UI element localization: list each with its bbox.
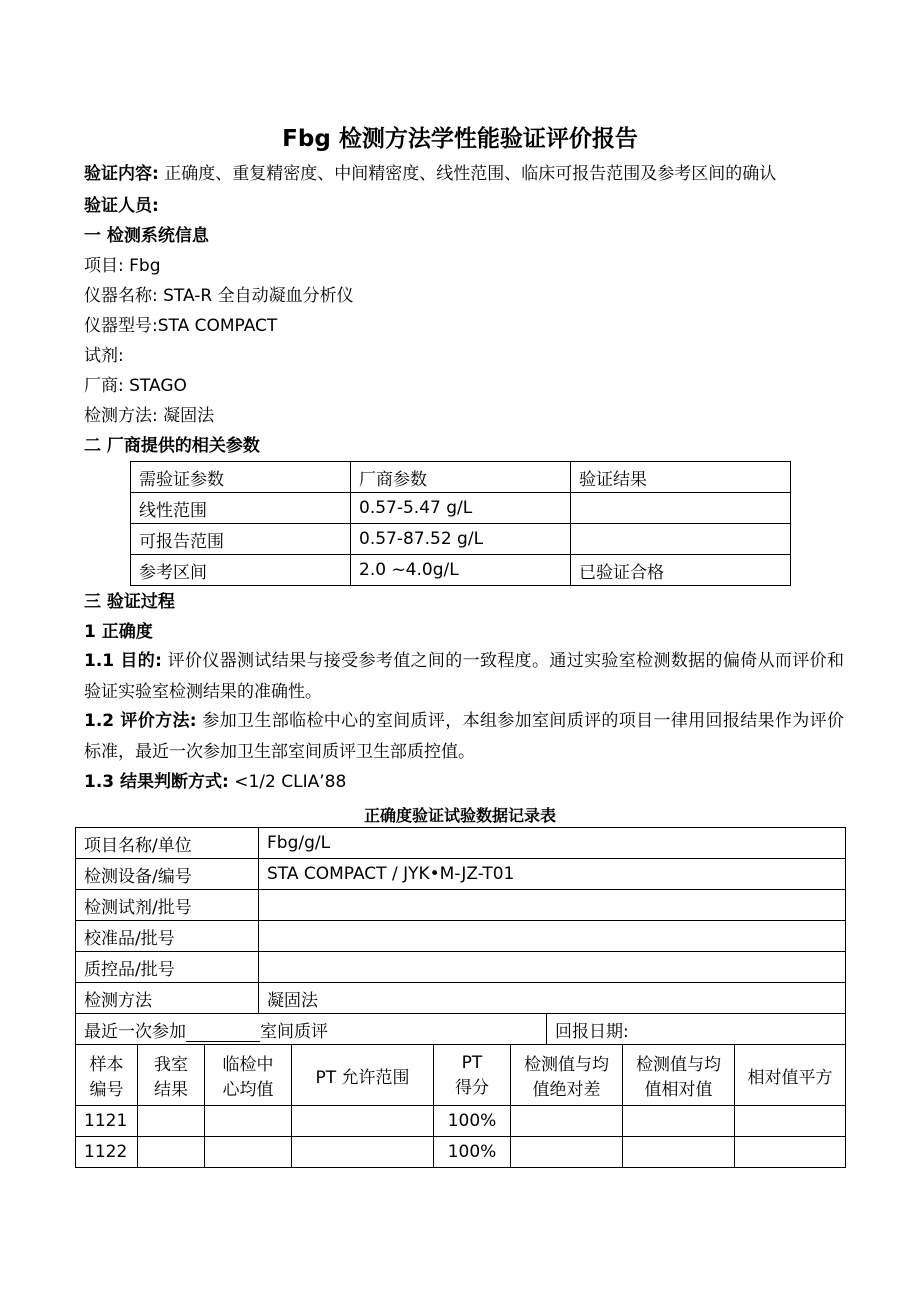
header-line: 结果	[154, 1080, 188, 1100]
sub1-heading: 1 正确度	[84, 622, 153, 642]
table-row	[131, 493, 791, 524]
table-header-cell	[434, 1045, 511, 1106]
paragraph-label: 1.2 评价方法:	[84, 711, 197, 731]
paragraph-1-1	[84, 646, 844, 708]
table-cell: 参考区间	[131, 555, 351, 586]
system-info-item: 厂商: STAGO	[84, 376, 187, 396]
table-cell	[623, 1137, 735, 1168]
params-table	[130, 461, 791, 586]
table-cell	[571, 493, 791, 524]
paragraph-label: 1.1 目的:	[84, 651, 162, 671]
table-cell: 可报告范围	[131, 524, 351, 555]
table-cell: 100%	[434, 1106, 511, 1137]
table-header-cell	[511, 1045, 623, 1106]
header-line: 心均值	[222, 1080, 274, 1100]
table-header-row	[131, 462, 791, 493]
table-header-cell	[292, 1045, 434, 1106]
paragraph-label: 1.3 结果判断方式:	[84, 772, 229, 792]
info-label-cell: 项目名称/单位	[76, 828, 259, 859]
table-cell: 线性范围	[131, 493, 351, 524]
header-line: 检测值与均	[524, 1055, 609, 1075]
table-header-cell	[205, 1045, 292, 1106]
info-label-cell: 质控品/批号	[76, 952, 259, 983]
info-value-cell	[259, 921, 846, 952]
table-cell	[511, 1137, 623, 1168]
table-cell	[735, 1106, 846, 1137]
section1-heading: 一 检测系统信息	[84, 226, 209, 246]
system-info-item: 试剂:	[84, 346, 124, 366]
record-table	[75, 827, 846, 1168]
info-label-cell: 检测设备/编号	[76, 859, 259, 890]
table-cell	[138, 1106, 205, 1137]
system-info-item: 项目: Fbg	[84, 256, 161, 276]
table-cell: 0.57-5.47 g/L	[351, 493, 571, 524]
info-label-cell: 检测方法	[76, 983, 259, 1014]
system-info-item: 检测方法: 凝固法	[84, 406, 215, 426]
table-row	[76, 1106, 846, 1137]
table-cell	[205, 1106, 292, 1137]
fill-in-blank	[186, 1023, 260, 1042]
table-row	[131, 555, 791, 586]
info-label-cell: 校准品/批号	[76, 921, 259, 952]
table-cell: 0.57-87.52 g/L	[351, 524, 571, 555]
table-row	[76, 859, 846, 890]
header-line: PT	[461, 1052, 483, 1073]
table-header-cell	[138, 1045, 205, 1106]
table-cell: 2.0 ~4.0g/L	[351, 555, 571, 586]
verify-content-label: 验证内容:	[84, 164, 159, 184]
verify-content-line	[84, 163, 776, 185]
table-cell	[511, 1106, 623, 1137]
system-info-item: 仪器型号:STA COMPACT	[84, 316, 278, 336]
header-line: 样本	[89, 1055, 124, 1075]
recent-eqa-cell	[76, 1014, 547, 1045]
table-cell	[623, 1106, 735, 1137]
table-cell	[138, 1137, 205, 1168]
paragraph-text: 参加卫生部临检中心的室间质评，本组参加室间质评的项目一律用回报结果作为评价标准，最近一次参加卫生部室间质评卫生部质控值。	[84, 711, 844, 762]
table-row	[76, 828, 846, 859]
header-line: 检测值与均	[636, 1055, 721, 1075]
table-cell: 100%	[434, 1137, 511, 1168]
recent-prefix: 最近一次参加	[84, 1021, 186, 1042]
table-header-cell	[735, 1045, 846, 1106]
table-row	[131, 524, 791, 555]
table-row	[76, 1014, 846, 1045]
table-row	[76, 890, 846, 921]
table-cell	[735, 1137, 846, 1168]
section3-heading: 三 验证过程	[84, 592, 175, 612]
table-cell	[292, 1106, 434, 1137]
info-value-cell: 凝固法	[259, 983, 846, 1014]
info-value-cell: STA COMPACT / JYK•M-JZ-T01	[259, 859, 846, 890]
table-cell: 1122	[76, 1137, 138, 1168]
table-header-cell: 需验证参数	[131, 462, 351, 493]
table-row	[76, 952, 846, 983]
table-row	[76, 1137, 846, 1168]
verify-content-value: 正确度、重复精密度、中间精密度、线性范围、临床可报告范围及参考区间的确认	[158, 164, 777, 184]
paragraph-1-3	[84, 771, 346, 793]
table-cell	[292, 1137, 434, 1168]
table-cell	[205, 1137, 292, 1168]
header-line: 值绝对差	[532, 1080, 601, 1100]
table-row	[76, 921, 846, 952]
header-line: 得分	[455, 1077, 489, 1098]
table-header-cell	[623, 1045, 735, 1106]
table-header-cell	[76, 1045, 138, 1106]
table-cell	[571, 524, 791, 555]
header-line: 我室	[154, 1055, 188, 1075]
info-value-cell: Fbg/g/L	[259, 828, 846, 859]
header-line: 值相对值	[644, 1080, 713, 1100]
header-line: 相对值平方	[747, 1067, 833, 1088]
section2-heading: 二 厂商提供的相关参数	[84, 436, 260, 456]
table-header-cell: 验证结果	[571, 462, 791, 493]
paragraph-text: 评价仪器测试结果与接受参考值之间的一致程度。通过实验室检测数据的偏倚从而评价和验证实验室检测结果的准确性。	[84, 651, 844, 702]
paragraph-text: <1/2 CLIA’88	[228, 772, 347, 792]
info-value-cell	[259, 952, 846, 983]
header-line: 编号	[89, 1080, 124, 1100]
record-table-caption: 正确度验证试验数据记录表	[363, 806, 556, 825]
table-header-cell: 厂商参数	[351, 462, 571, 493]
system-info-item: 仪器名称: STA-R 全自动凝血分析仪	[84, 286, 354, 306]
header-line: 临检中	[222, 1055, 274, 1075]
table-header-row	[76, 1045, 846, 1106]
table-row	[76, 983, 846, 1014]
paragraph-1-2	[84, 706, 844, 768]
recent-suffix: 室间质评	[260, 1021, 328, 1042]
return-date-cell: 回报日期:	[547, 1014, 846, 1045]
info-label-cell: 检测试剂/批号	[76, 890, 259, 921]
table-cell: 1121	[76, 1106, 138, 1137]
verify-person-label: 验证人员:	[84, 196, 159, 216]
report-title: Fbg 检测方法学性能验证评价报告	[282, 126, 638, 152]
table-cell: 已验证合格	[571, 555, 791, 586]
header-line: PT 允许范围	[315, 1067, 410, 1088]
info-value-cell	[259, 890, 846, 921]
